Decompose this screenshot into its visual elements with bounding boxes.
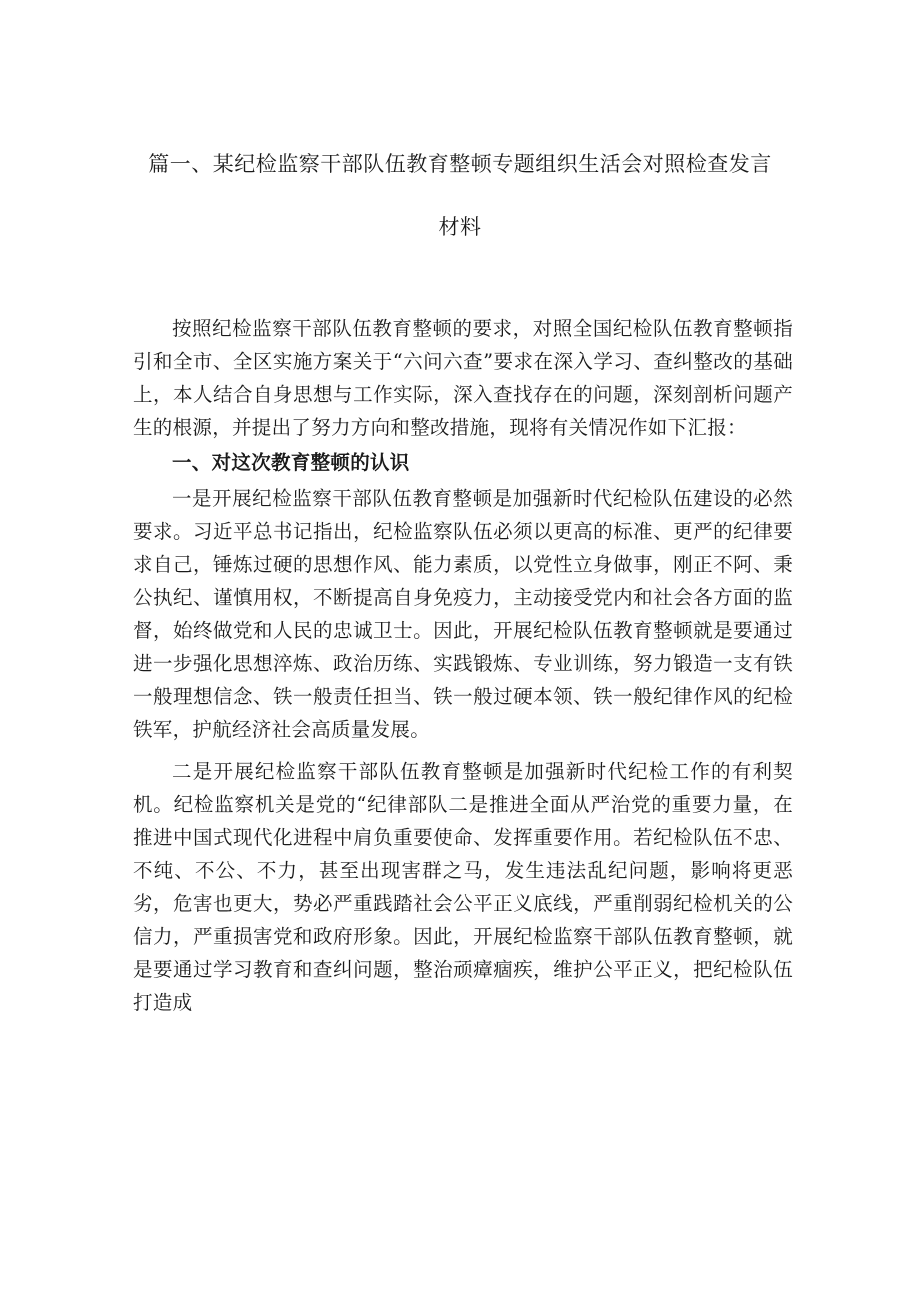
intro-paragraph: 按照纪检监察干部队伍教育整顿的要求，对照全国纪检队伍教育整顿指引和全市、全区实施方案关于“六问六查”要求在深入学习、查纠整改的基础上，本人结合自身思想与工作实际，深入查找存在的问题，深刻剖析问题产生的根源，并提出了努力方向和整改措施，现将有关情况作如下汇报： — [133, 317, 793, 439]
document-title-line-2: 材料 — [438, 215, 482, 239]
body-paragraph-1: 一是开展纪检监察干部队伍教育整顿是加强新时代纪检队伍建设的必然要求。习近平总书记指出，纪检监察队伍必须以更高的标准、更严的纪律要求自己，锤炼过硬的思想作风、能力素质，以党性立身做事，刚正不阿、秉公执纪、谨慎用权，不断提高自身免疫力，主动接受党内和社会各方面的监督，始终做党和人民的忠诚卫士。因此，开展纪检队伍教育整顿就是要通过进一步强化思想淬炼、政治历练、实践锻炼、专业训练，努力锻造一支有铁一般理想信念、铁一般责任担当、铁一般过硬本领、铁一般纪律作风的纪检铁军，护航经济社会高质量发展。 — [133, 487, 793, 741]
document-title-line-1: 篇一、某纪检监察干部队伍教育整顿专题组织生活会对照检查发言 — [148, 152, 772, 176]
section-heading: 一、对这次教育整顿的认识 — [172, 451, 410, 474]
document-body — [133, 312, 793, 1019]
body-paragraph-2: 二是开展纪检监察干部队伍教育整顿是加强新时代纪检工作的有利契机。纪检监察机关是党的“纪律部队二是推进全面从严治党的重要力量，在推进中国式现代化进程中肩负重要使命、发挥重要作用。若纪检队伍不忠、不纯、不公、不力，甚至出现害群之马，发生违法乱纪问题，影响将更恶劣，危害也更大，势必严重践踏社会公平正义底线，严重削弱纪检机关的公信力，严重损害党和政府形象。因此，开展纪检监察干部队伍教育整顿，就是要通过学习教育和查纠问题，整治顽瘴痼疾，维护公平正义，把纪检队伍打造成 — [133, 760, 793, 1014]
